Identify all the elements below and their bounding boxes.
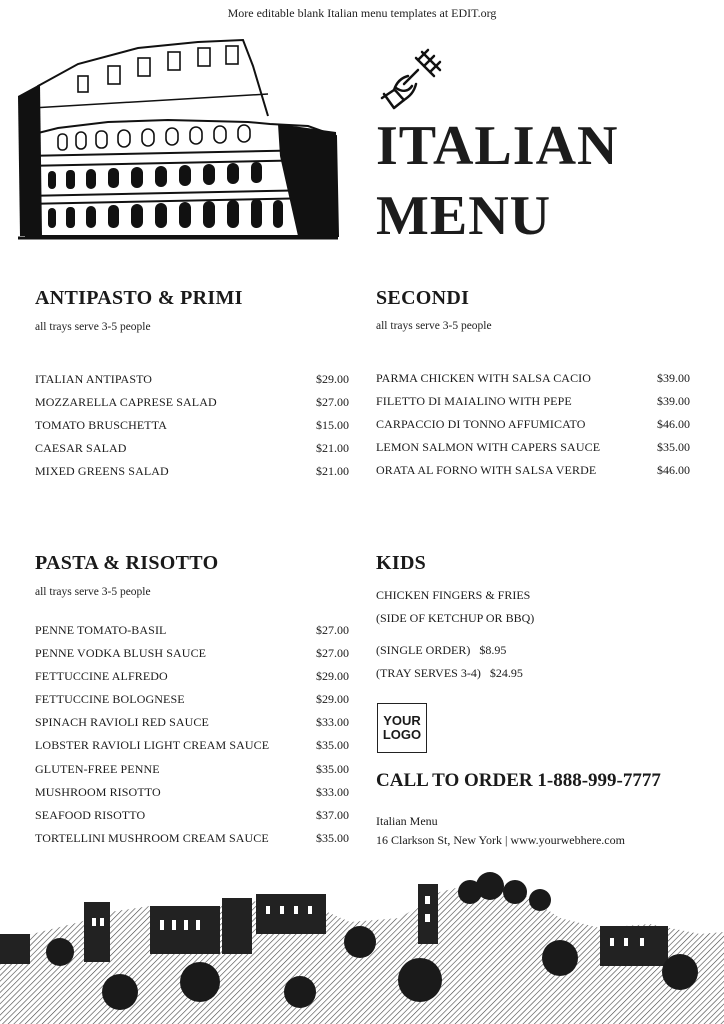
template-note: More editable blank Italian menu templates at EDIT.org [227, 6, 497, 20]
menu-item-name: TOMATO BRUSCHETTA [35, 418, 167, 433]
menu-item-name: ITALIAN ANTIPASTO [35, 372, 153, 386]
menu-item [35, 414, 349, 437]
kids-tray-price: $24.95 [489, 666, 523, 680]
menu-item-name: TORTELLINI MUSHROOM CREAM SAUCE [35, 830, 269, 845]
menu-item-name: SPINACH RAVIOLI RED SAUCE [35, 715, 209, 730]
menu-item [35, 665, 349, 688]
menu-item [35, 368, 349, 391]
menu-item-price: $46.00 [657, 463, 690, 478]
menu-item [35, 642, 349, 665]
menu-item-name: MUSHROOM RISOTTO [35, 784, 161, 799]
menu-item-price: $29.00 [316, 669, 349, 684]
kids-item-line1: CHICKEN FINGERS & FRIES [376, 588, 531, 602]
menu-item-price: $39.00 [657, 371, 690, 385]
menu-item [35, 711, 349, 734]
menu-item [35, 758, 349, 781]
menu-item-price: $27.00 [316, 395, 349, 410]
secondi-item-list [376, 367, 690, 482]
menu-item-name: PENNE TOMATO-BASIL [35, 623, 167, 637]
pasta-subtitle: all trays serve 3-5 people [35, 586, 151, 598]
menu-item-name: LEMON SALMON WITH CAPERS SAUCE [376, 440, 601, 455]
menu-item [35, 688, 349, 711]
menu-title-line1: ITALIAN [376, 115, 619, 177]
menu-item-name: PENNE VODKA BLUSH SAUCE [35, 646, 207, 661]
menu-item [35, 437, 349, 460]
menu-item [376, 390, 690, 413]
menu-item-name: MIXED GREENS SALAD [35, 464, 169, 479]
fork-hand-icon [378, 48, 444, 112]
menu-item-name: FILETTO DI MAIALINO WITH PEPE [376, 394, 572, 409]
antipasto-subtitle: all trays serve 3-5 people [35, 321, 151, 333]
menu-item [35, 619, 349, 642]
menu-item-name: SEAFOOD RISOTTO [35, 807, 146, 822]
menu-item-name: GLUTEN-FREE PENNE [35, 761, 160, 776]
menu-title-line2: MENU [376, 185, 552, 247]
pasta-item-list [35, 619, 349, 850]
menu-item [35, 827, 349, 850]
menu-item-price: $33.00 [316, 715, 349, 730]
secondi-title: SECONDI [376, 287, 470, 309]
kids-single-price: $8.95 [479, 643, 507, 657]
menu-item-price: $21.00 [316, 464, 349, 479]
kids-single-order [376, 643, 506, 658]
kids-tray-label: (TRAY SERVES 3-4) [376, 666, 481, 680]
logo-line1: YOUR [383, 713, 421, 728]
menu-item-name: CARPACCIO DI TONNO AFFUMICATO [376, 417, 586, 432]
roman-landscape-illustration [0, 862, 724, 1024]
menu-item-price: $35.00 [316, 830, 349, 845]
menu-item-price: $21.00 [316, 441, 349, 456]
colosseum-illustration [18, 36, 340, 244]
pasta-title: PASTA & RISOTTO [35, 552, 219, 574]
antipasto-title: ANTIPASTO & PRIMI [35, 287, 243, 309]
menu-item-price: $37.00 [316, 807, 349, 822]
logo-line2: LOGO [382, 727, 422, 742]
antipasto-item-list [35, 368, 349, 483]
menu-item-price: $35.00 [657, 440, 690, 455]
menu-item-price: $29.00 [316, 692, 349, 707]
menu-item-name: CAESAR SALAD [35, 441, 127, 456]
logo-placeholder [377, 703, 427, 753]
menu-item [35, 460, 349, 483]
menu-item [376, 413, 690, 436]
menu-item-price: $35.00 [316, 738, 349, 753]
menu-item [35, 734, 349, 757]
kids-item-line2: (SIDE OF KETCHUP OR BBQ) [376, 611, 535, 625]
kids-tray-order [376, 666, 523, 681]
menu-item-price: $15.00 [316, 418, 349, 433]
call-to-order: CALL TO ORDER 1-888-999-7777 [376, 770, 661, 791]
menu-item [35, 391, 349, 414]
menu-item-price: $29.00 [316, 372, 349, 386]
menu-item-name: LOBSTER RAVIOLI LIGHT CREAM SAUCE [35, 738, 270, 753]
menu-item-price: $27.00 [316, 623, 349, 637]
business-name: Italian Menu [376, 814, 438, 828]
menu-item-price: $39.00 [657, 394, 690, 409]
secondi-subtitle: all trays serve 3-5 people [376, 320, 492, 332]
menu-item-name: MOZZARELLA CAPRESE SALAD [35, 395, 217, 410]
menu-item [35, 804, 349, 827]
menu-item-price: $33.00 [316, 784, 349, 799]
menu-item [376, 459, 690, 482]
menu-item [376, 367, 690, 390]
menu-item-price: $46.00 [657, 417, 690, 432]
menu-item [35, 781, 349, 804]
menu-item-name: FETTUCCINE ALFREDO [35, 669, 168, 684]
business-address: 16 Clarkson St, New York | www.yourwebhere.com [376, 833, 625, 847]
menu-item-price: $35.00 [316, 761, 349, 776]
menu-item [376, 436, 690, 459]
menu-item-name: PARMA CHICKEN WITH SALSA CACIO [376, 371, 592, 385]
kids-single-label: (SINGLE ORDER) [376, 643, 471, 657]
menu-item-price: $27.00 [316, 646, 349, 661]
menu-item-name: ORATA AL FORNO WITH SALSA VERDE [376, 463, 597, 478]
menu-item-name: FETTUCCINE BOLOGNESE [35, 692, 185, 707]
kids-title: KIDS [376, 552, 427, 574]
